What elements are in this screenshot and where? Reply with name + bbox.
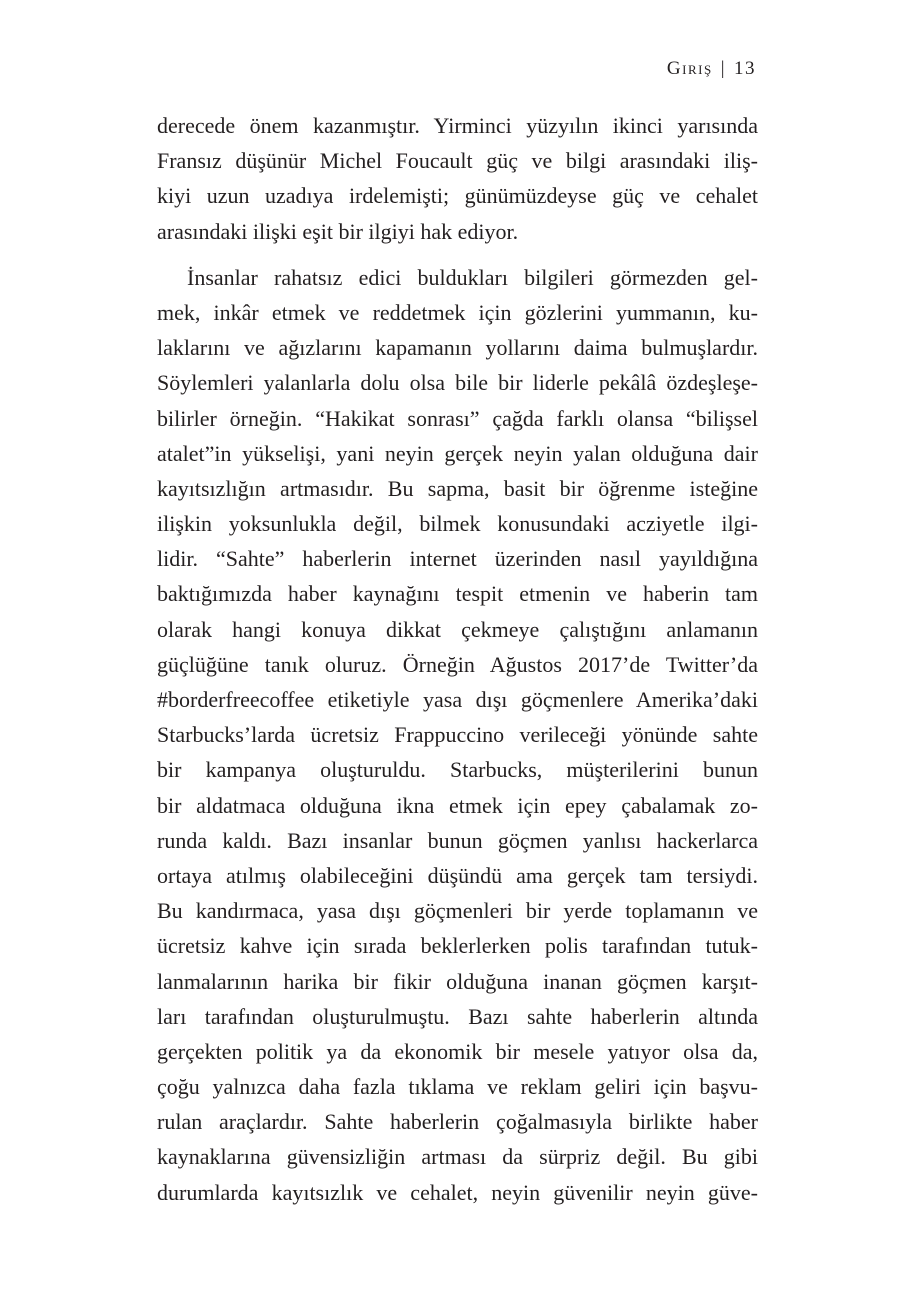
text-line: rulan araçlardır. Sahte haberlerin çoğalmasıyla birlikte haber xyxy=(157,1109,758,1135)
text-line: #borderfreecoffee etiketiyle yasa dışı göçmenlere Amerika’daki xyxy=(157,687,758,712)
text-line: arasındaki ilişki eşit bir ilgiyi hak ediyor. xyxy=(157,218,519,244)
paragraph-2 xyxy=(157,260,758,1210)
text-line: atalet”in yükselişi, yani neyin gerçek neyin yalan olduğuna dair xyxy=(157,440,758,466)
header-separator: | xyxy=(720,58,726,79)
text-line: kayıtsızlığın artmasıdır. Bu sapma, basit bir öğrenme isteğine xyxy=(157,475,758,501)
chapter-title: Giriş xyxy=(666,58,713,79)
text-line: Bu kandırmaca, yasa dışı göçmenleri bir yerde toplamanın ve xyxy=(157,898,758,924)
body-text xyxy=(157,108,758,1210)
text-line: derecede önem kazanmıştır. Yirminci yüzyılın ikinci yarısında xyxy=(157,113,758,138)
text-line: kaynaklarına güvensizliğin artması da sürpriz değil. Bu gibi xyxy=(157,1144,758,1170)
text-line: mek, inkâr etmek ve reddetmek için gözlerini yummanın, ku- xyxy=(157,299,758,325)
text-line: laklarını ve ağızlarını kapamanın yollarını daima bulmuşlardır. xyxy=(157,335,758,361)
text-line: bir aldatmaca olduğuna ikna etmek için epey çabalamak zo- xyxy=(157,792,758,818)
text-line: bilirler örneğin. “Hakikat sonrası” çağda farklı olansa “bilişsel xyxy=(157,405,758,431)
paragraph-spacer xyxy=(157,249,758,260)
running-header xyxy=(667,58,756,80)
text-line: kiyi uzun uzadıya irdelemişti; günümüzdeyse güç ve cehalet xyxy=(157,183,758,209)
paragraph-1 xyxy=(157,108,758,249)
text-line: ilişkin yoksunlukla değil, bilmek konusundaki acziyetle ilgi- xyxy=(157,511,758,537)
text-line: ları tarafından oluşturulmuştu. Bazı sahte haberlerin altında xyxy=(157,1003,758,1029)
text-line: ücretsiz kahve için sırada beklerlerken polis tarafından tutuk- xyxy=(157,933,758,959)
text-line: ortaya atılmış olabileceğini düşündü ama gerçek tam tersiydi. xyxy=(157,862,758,888)
text-line: güçlüğüne tanık oluruz. Örneğin Ağustos 2017’de Twitter’da xyxy=(157,651,758,677)
text-line: Söylemleri yalanlarla dolu olsa bile bir liderle pekâlâ özdeşleşe- xyxy=(157,370,758,396)
text-line: bir kampanya oluşturuldu. Starbucks, müşterilerini bunun xyxy=(157,757,758,783)
text-line: lidir. “Sahte” haberlerin internet üzerinden nasıl yayıldığına xyxy=(157,546,758,572)
text-line: lanmalarının harika bir fikir olduğuna inanan göçmen karşıt- xyxy=(157,968,758,994)
page-number: 13 xyxy=(734,58,756,79)
text-line: olarak hangi konuya dikkat çekmeye çalıştığını anlamanın xyxy=(157,616,758,642)
text-line: Fransız düşünür Michel Foucault güç ve bilgi arasındaki iliş- xyxy=(157,148,758,174)
text-line: İnsanlar rahatsız edici buldukları bilgileri görmezden gel- xyxy=(187,264,758,290)
text-line: çoğu yalnızca daha fazla tıklama ve reklam geliri için başvu- xyxy=(157,1074,758,1100)
text-line: baktığımızda haber kaynağını tespit etmenin ve haberin tam xyxy=(157,581,758,607)
text-line: gerçekten politik ya da ekonomik bir mesele yatıyor olsa da, xyxy=(157,1038,758,1064)
text-line: runda kaldı. Bazı insanlar bunun göçmen yanlısı hackerlarca xyxy=(157,827,758,853)
text-line: Starbucks’larda ücretsiz Frappuccino verileceği yönünde sahte xyxy=(157,722,758,748)
text-line: durumlarda kayıtsızlık ve cehalet, neyin güvenilir neyin güve- xyxy=(157,1179,758,1205)
